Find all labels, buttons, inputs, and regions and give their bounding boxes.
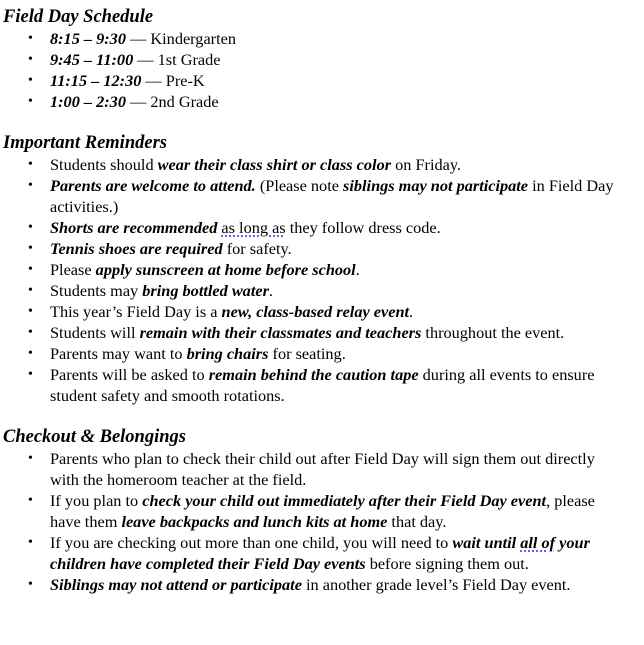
list-item [3, 217, 625, 238]
emphasized-text: wait until [452, 533, 521, 552]
emphasized-text: Shorts are recommended [50, 218, 218, 237]
emphasized-text: wear their class shirt or class color [157, 155, 392, 174]
list-item [3, 28, 625, 49]
text: Students should [50, 155, 158, 174]
blank-line [3, 112, 644, 132]
list-item [3, 175, 625, 217]
text: in Field Day activities.) [50, 176, 614, 216]
text: (Please note [255, 176, 344, 195]
text: This year’s Field Day is a [50, 302, 222, 321]
section-heading: Important Reminders [3, 133, 167, 153]
emphasized-text: leave backpacks and lunch kits at home [121, 512, 388, 531]
list-item [3, 154, 625, 175]
text: for safety. [222, 239, 292, 258]
emphasized-text: Siblings may not attend or participate [50, 575, 302, 594]
list-item [3, 301, 625, 322]
emphasized-text: 8:15 – 9:30 [50, 29, 126, 48]
emphasized-text: bring chairs [186, 344, 269, 363]
text: Parents will be asked to [50, 365, 209, 384]
list-item [3, 322, 625, 343]
section-heading: Field Day Schedule [3, 7, 154, 27]
text: Parents who plan to check their child out after Field Day will sign them out directly with the homeroom teacher at the field. [50, 449, 595, 489]
text: If you plan to [50, 491, 143, 510]
text: . [268, 281, 273, 300]
text: , please have them [50, 491, 595, 531]
list-item [3, 238, 625, 259]
bullet-list [3, 154, 644, 406]
text: — 2nd Grade [125, 92, 219, 111]
list-item [3, 259, 625, 280]
emphasized-text: check your child out immediately after their Field Day event [142, 491, 547, 510]
emphasized-text: remain with their classmates and teachers [139, 323, 422, 342]
text: — Pre-K [141, 71, 205, 90]
emphasized-text: new, class-based relay event [221, 302, 410, 321]
text: on Friday. [391, 155, 462, 174]
list-item [3, 280, 625, 301]
text: . [409, 302, 414, 321]
emphasized-text: your children have completed their Field Day events [50, 533, 590, 573]
text: — 1st Grade [133, 50, 221, 69]
grammar-flagged-text[interactable]: as long as [221, 218, 286, 237]
emphasized-text: Tennis shoes are required [50, 239, 223, 258]
text: they follow dress code. [285, 218, 441, 237]
bullet-list [3, 28, 644, 112]
list-item [3, 364, 625, 406]
list-item [3, 70, 625, 91]
text: throughout the event. [421, 323, 565, 342]
emphasized-text: Parents are welcome to attend. [50, 176, 256, 195]
emphasized-text: bring bottled water [142, 281, 269, 300]
emphasized-text: 9:45 – 11:00 [50, 50, 134, 69]
text: during all events to ensure student safety and smooth rotations. [50, 365, 595, 405]
text: before signing them out. [365, 554, 529, 573]
emphasized-text: 1:00 – 2:30 [50, 92, 126, 111]
list-item [3, 91, 625, 112]
text: that day. [387, 512, 447, 531]
text: . [355, 260, 360, 279]
text: Students will [50, 323, 140, 342]
grammar-flagged-text[interactable]: all of [520, 533, 556, 552]
emphasized-text: apply sunscreen at home before school [95, 260, 356, 279]
bullet-list [3, 448, 644, 595]
list-item [3, 49, 625, 70]
emphasized-text: remain behind the caution tape [208, 365, 419, 384]
text: If you are checking out more than one child, you will need to [50, 533, 453, 552]
text: in another grade level’s Field Day event. [301, 575, 571, 594]
list-item [3, 574, 625, 595]
list-item [3, 532, 625, 574]
text: Parents may want to [50, 344, 187, 363]
text: for seating. [268, 344, 346, 363]
emphasized-text: siblings may not participate [343, 176, 529, 195]
blank-line [3, 406, 644, 426]
list-item [3, 448, 625, 490]
text: — Kindergarten [125, 29, 236, 48]
list-item [3, 343, 625, 364]
text: Students may [50, 281, 143, 300]
emphasized-text: 11:15 – 12:30 [50, 71, 142, 90]
list-item [3, 490, 625, 532]
text: Please [50, 260, 96, 279]
section-heading: Checkout & Belongings [3, 427, 186, 447]
